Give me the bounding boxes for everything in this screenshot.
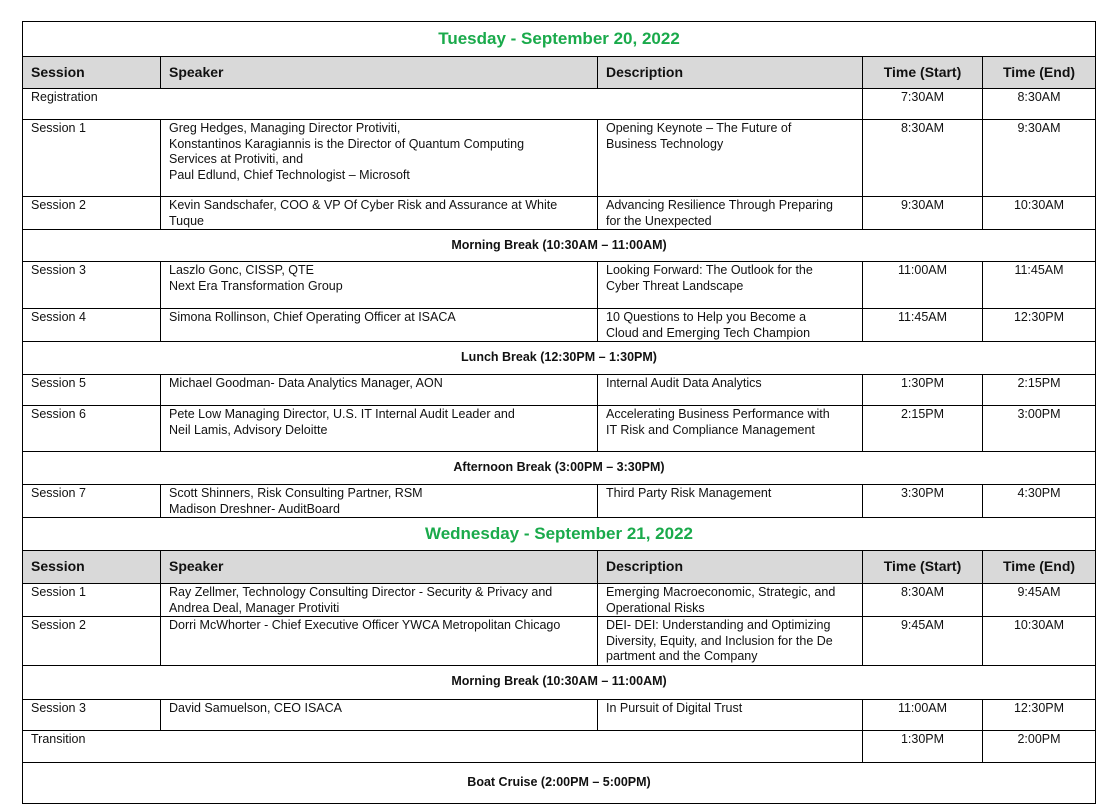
session-row [23, 406, 1096, 452]
speaker-line: Madison Dreshner- AuditBoard [169, 501, 340, 516]
description-line: partment and the Company [606, 649, 758, 663]
break-label: Morning Break (10:30AM – 11:00AM) [23, 665, 1096, 699]
header-time-end: Time (End) [983, 57, 1096, 89]
break-row [23, 342, 1096, 375]
day-title: Wednesday - September 21, 2022 [23, 518, 1096, 551]
description-line: 10 Questions to Help you Become a [606, 310, 807, 324]
description-cell [598, 262, 863, 309]
time-end: 12:30PM [983, 309, 1096, 342]
session-row [23, 730, 1096, 762]
session-row [23, 262, 1096, 309]
description-line: Operational Risks [606, 600, 705, 615]
header-description: Description [598, 551, 863, 584]
session-row [23, 197, 1096, 230]
time-start: 9:45AM [863, 617, 983, 666]
time-start: 8:30AM [863, 584, 983, 617]
time-end: 2:00PM [983, 730, 1096, 762]
speaker-cell [161, 309, 598, 342]
speaker-cell [161, 699, 598, 730]
session-name: Session 3 [23, 699, 161, 730]
day-title-row [23, 22, 1096, 57]
time-start: 11:00AM [863, 699, 983, 730]
speaker-line: Ray Zellmer, Technology Consulting Director - Security & Privacy and [169, 585, 553, 599]
session-row [23, 584, 1096, 617]
session-row [23, 309, 1096, 342]
time-start: 1:30PM [863, 375, 983, 406]
description-line: Cyber Threat Landscape [606, 278, 744, 293]
time-start: 11:00AM [863, 262, 983, 309]
header-time-end: Time (End) [983, 551, 1096, 584]
speaker-line: Greg Hedges, Managing Director Protiviti, [169, 121, 401, 135]
speaker-cell [161, 617, 598, 666]
description-cell [598, 485, 863, 518]
time-end: 2:15PM [983, 375, 1096, 406]
header-session: Session [23, 57, 161, 89]
speaker-line: Scott Shinners, Risk Consulting Partner, RSM [169, 486, 423, 500]
speaker-line: David Samuelson, CEO ISACA [169, 700, 342, 715]
speaker-line: Konstantinos Karagiannis is the Director of Quantum Computing [169, 136, 525, 151]
description-cell [598, 699, 863, 730]
description-line: Accelerating Business Performance with [606, 407, 830, 421]
header-session: Session [23, 551, 161, 584]
session-name: Session 2 [23, 197, 161, 230]
time-start: 7:30AM [863, 89, 983, 120]
time-end: 8:30AM [983, 89, 1096, 120]
speaker-line: Kevin Sandschafer, COO & VP Of Cyber Risk and Assurance at White [169, 198, 558, 212]
description-cell [598, 406, 863, 452]
speaker-line: Next Era Transformation Group [169, 278, 343, 293]
header-speaker: Speaker [161, 551, 598, 584]
break-row [23, 452, 1096, 485]
time-start: 8:30AM [863, 120, 983, 197]
break-label: Boat Cruise (2:00PM – 5:00PM) [23, 762, 1096, 803]
speaker-cell [161, 197, 598, 230]
speaker-line: Paul Edlund, Chief Technologist – Microsoft [169, 167, 410, 182]
description-line: Diversity, Equity, and Inclusion for the De [606, 633, 833, 648]
description-line: IT Risk and Compliance Management [606, 422, 815, 437]
session-name: Registration [23, 89, 863, 120]
time-start: 1:30PM [863, 730, 983, 762]
break-row [23, 665, 1096, 699]
session-row [23, 375, 1096, 406]
description-cell [598, 617, 863, 666]
description-cell [598, 120, 863, 197]
description-line: DEI- DEI: Understanding and Optimizing [606, 618, 831, 632]
description-cell [598, 584, 863, 617]
session-row [23, 120, 1096, 197]
description-line: Emerging Macroeconomic, Strategic, and [606, 585, 836, 599]
description-line: Third Party Risk Management [606, 486, 772, 500]
speaker-cell [161, 262, 598, 309]
description-line: In Pursuit of Digital Trust [606, 700, 743, 715]
speaker-line: Tuque [169, 213, 204, 228]
header-row [23, 57, 1096, 89]
session-name: Session 1 [23, 120, 161, 197]
session-name: Session 2 [23, 617, 161, 666]
description-line: Cloud and Emerging Tech Champion [606, 325, 811, 340]
time-start: 3:30PM [863, 485, 983, 518]
day-title-row [23, 518, 1096, 551]
session-name: Session 5 [23, 375, 161, 406]
break-row [23, 230, 1096, 262]
time-start: 11:45AM [863, 309, 983, 342]
time-end: 3:00PM [983, 406, 1096, 452]
session-name: Session 7 [23, 485, 161, 518]
schedule-body [23, 22, 1096, 804]
description-cell [598, 197, 863, 230]
description-line: Advancing Resilience Through Preparing [606, 198, 833, 212]
speaker-line: Simona Rollinson, Chief Operating Officer at ISACA [169, 310, 456, 324]
time-end: 12:30PM [983, 699, 1096, 730]
session-row [23, 485, 1096, 518]
description-line: for the Unexpected [606, 213, 712, 228]
header-description: Description [598, 57, 863, 89]
speaker-line: Michael Goodman- Data Analytics Manager, AON [169, 376, 443, 390]
speaker-cell [161, 120, 598, 197]
description-line: Business Technology [606, 136, 724, 151]
break-row [23, 762, 1096, 803]
speaker-line: Dorri McWhorter - Chief Executive Officer YWCA Metropolitan Chicago [169, 618, 561, 632]
speaker-cell [161, 485, 598, 518]
header-time-start: Time (Start) [863, 57, 983, 89]
description-line: Opening Keynote – The Future of [606, 121, 792, 135]
time-end: 4:30PM [983, 485, 1096, 518]
speaker-cell [161, 584, 598, 617]
session-name: Transition [23, 730, 863, 762]
speaker-line: Services at Protiviti, and [169, 152, 304, 166]
time-end: 9:45AM [983, 584, 1096, 617]
speaker-line: Laszlo Gonc, CISSP, QTE [169, 263, 314, 277]
time-end: 11:45AM [983, 262, 1096, 309]
day-title: Tuesday - September 20, 2022 [23, 22, 1096, 57]
session-name: Session 6 [23, 406, 161, 452]
session-row [23, 89, 1096, 120]
header-row [23, 551, 1096, 584]
time-end: 10:30AM [983, 197, 1096, 230]
schedule-table [22, 21, 1096, 804]
time-end: 10:30AM [983, 617, 1096, 666]
session-name: Session 4 [23, 309, 161, 342]
session-row [23, 699, 1096, 730]
break-label: Lunch Break (12:30PM – 1:30PM) [23, 342, 1096, 375]
header-speaker: Speaker [161, 57, 598, 89]
speaker-line: Pete Low Managing Director, U.S. IT Internal Audit Leader and [169, 407, 515, 421]
break-label: Morning Break (10:30AM – 11:00AM) [23, 230, 1096, 262]
time-end: 9:30AM [983, 120, 1096, 197]
session-row [23, 617, 1096, 666]
speaker-line: Neil Lamis, Advisory Deloitte [169, 422, 328, 437]
header-time-start: Time (Start) [863, 551, 983, 584]
description-cell [598, 375, 863, 406]
speaker-line: Andrea Deal, Manager Protiviti [169, 600, 340, 615]
description-cell [598, 309, 863, 342]
time-start: 9:30AM [863, 197, 983, 230]
description-line: Internal Audit Data Analytics [606, 376, 762, 390]
description-line: Looking Forward: The Outlook for the [606, 263, 813, 277]
break-label: Afternoon Break (3:00PM – 3:30PM) [23, 452, 1096, 485]
time-start: 2:15PM [863, 406, 983, 452]
session-name: Session 1 [23, 584, 161, 617]
session-name: Session 3 [23, 262, 161, 309]
speaker-cell [161, 375, 598, 406]
speaker-cell [161, 406, 598, 452]
